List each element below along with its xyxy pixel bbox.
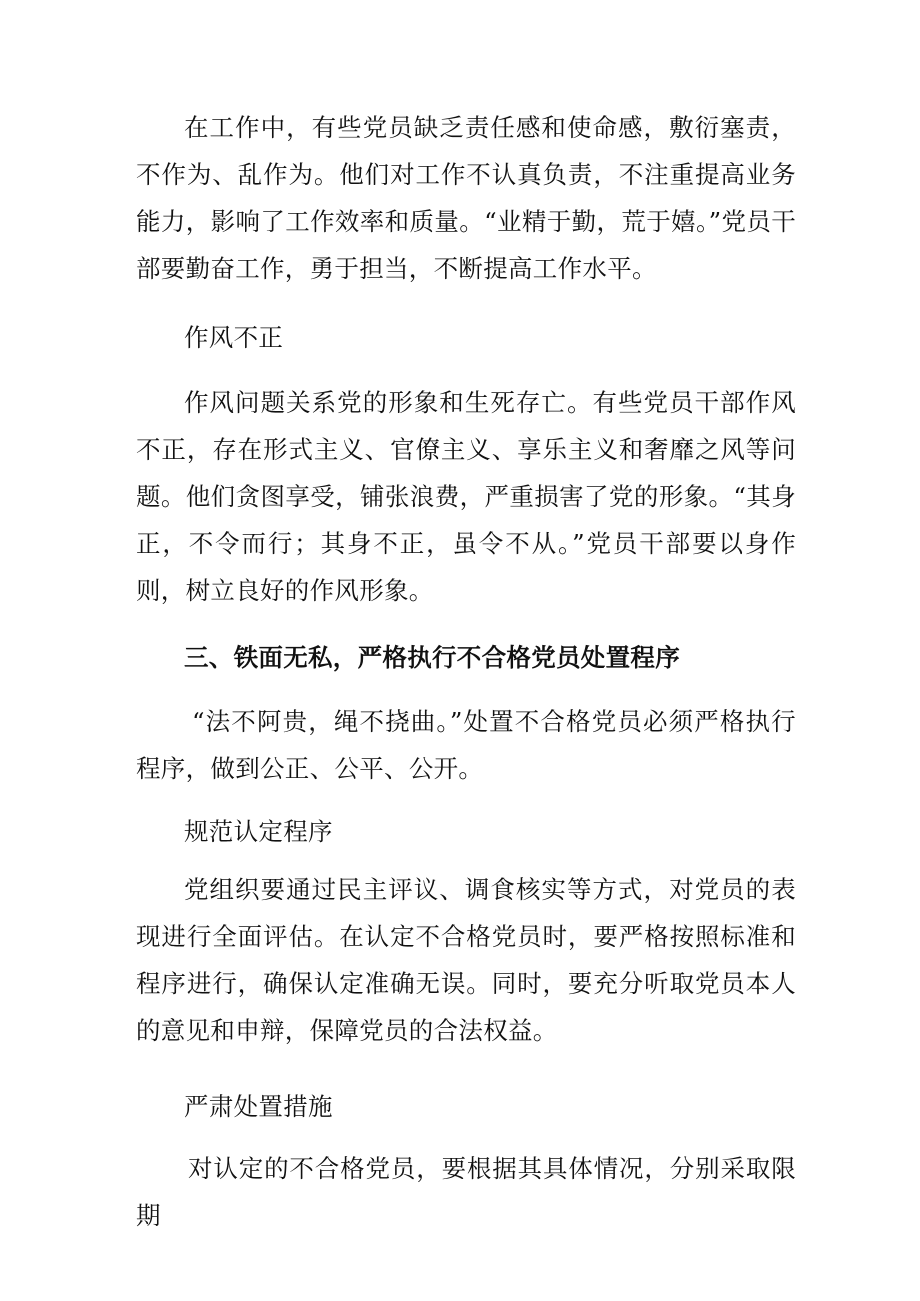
subheading-standard-identification: 规范认定程序 [184, 817, 333, 846]
paragraph-work-style: 作风问题关系党的形象和生死存亡。有些党员干部作风不正，存在形式主义、官僚主义、享乐主义和奢靡之风等问题。他们贪图享受，铺张浪费，严重损害了党的形象。“其身正，不令而行；其身不正，虽令不从。”党员干部要以身作则，树立良好的作风形象。 [136, 388, 796, 605]
paragraph-measures: 对认定的不合格党员，要根据其具体情况，分别采取限期 [136, 1154, 796, 1230]
paragraph-disposal-procedure: “法不阿贵，绳不挠曲。”处置不合格党员必须严格执行程序，做到公正、公平、公开。 [136, 707, 796, 783]
paragraph-identification: 党组织要通过民主评议、调食核实等方式，对党员的表现进行全面评估。在认定不合格党员时，要严格按照标准和程序进行，确保认定准确无误。同时，要充分听取党员本人的意见和申辩，保障党员的合法权益。 [136, 875, 796, 1045]
section-heading-three: 三、铁面无私，严格执行不合格党员处置程序 [184, 643, 680, 672]
paragraph-work-attitude: 在工作中，有些党员缺乏责任感和使命感，敷衍塞责，不作为、乱作为。他们对工作不认真负责，不注重提高业务能力，影响了工作效率和质量。“业精于勤，荒于嬉。”党员干部要勤奋工作，勇于担当，不断提高工作水平。 [136, 113, 796, 283]
subheading-serious-measures: 严肃处置措施 [184, 1092, 333, 1121]
subheading-work-style: 作风不正 [184, 323, 284, 352]
